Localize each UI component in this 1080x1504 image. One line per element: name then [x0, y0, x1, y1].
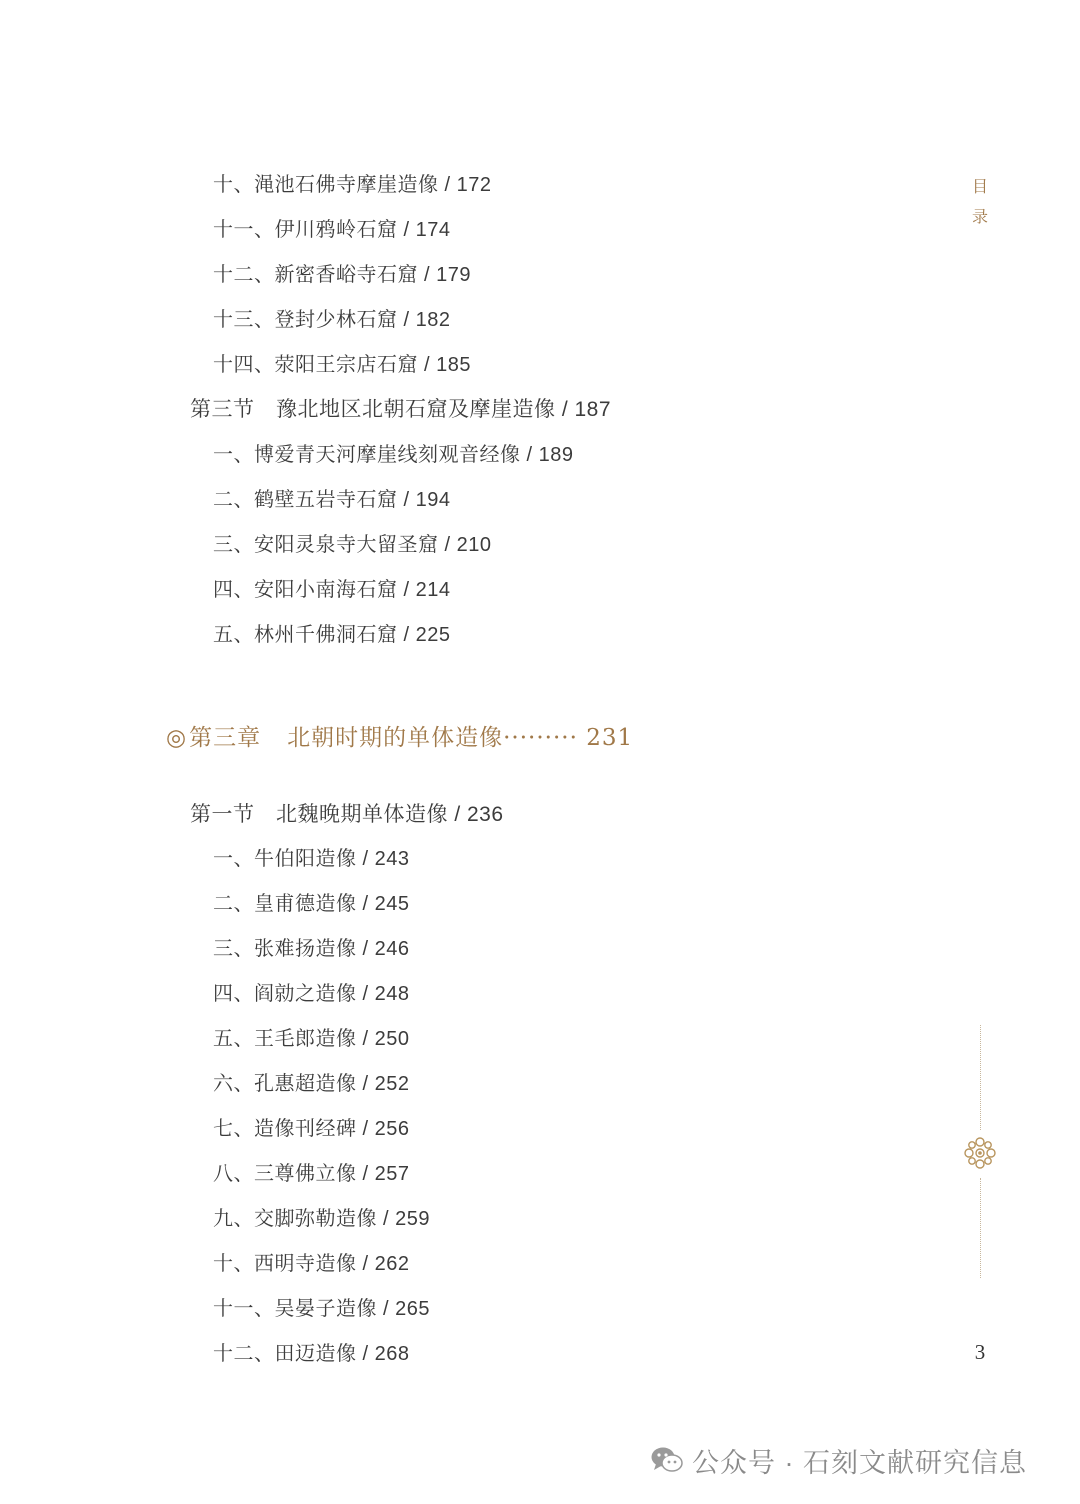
toc-section-heading[interactable]: 第三节 豫北地区北朝石窟及摩崖造像 / 187	[190, 398, 612, 421]
toc-entry[interactable]: 十四、荥阳王宗店石窟 / 185	[213, 354, 472, 376]
toc-entry[interactable]: 十二、新密香峪寺石窟 / 179	[213, 264, 472, 286]
toc-entry[interactable]: 九、交脚弥勒造像 / 259	[213, 1208, 431, 1230]
toc-entry[interactable]: 十一、伊川鸦岭石窟 / 174	[213, 219, 451, 241]
toc-entry[interactable]: 十、西明寺造像 / 262	[213, 1253, 410, 1275]
toc-entry[interactable]: 十三、登封少林石窟 / 182	[213, 309, 451, 331]
margin-dotted-rule	[980, 1178, 981, 1278]
toc-entry[interactable]: 七、造像刊经碑 / 256	[213, 1118, 410, 1140]
chapter-number: 第三章	[189, 725, 262, 751]
toc-entry[interactable]: 三、张难扬造像 / 246	[213, 938, 410, 960]
chapter-title: 北朝时期的单体造像	[287, 725, 504, 751]
toc-entry[interactable]: 一、博爱青天河摩崖线刻观音经像 / 189	[213, 444, 574, 466]
toc-entry[interactable]: 八、三尊佛立像 / 257	[213, 1163, 410, 1185]
running-header-label	[970, 172, 990, 232]
toc-entry[interactable]: 十二、田迈造像 / 268	[213, 1343, 410, 1365]
running-header-char: 录	[971, 207, 988, 226]
toc-section-heading[interactable]: 第一节 北魏晚期单体造像 / 236	[190, 803, 504, 826]
chapter-page-number: 231	[586, 725, 634, 751]
chapter-leader-dots: ·········	[503, 725, 578, 751]
chapter-heading[interactable]	[166, 722, 633, 754]
toc-entry[interactable]: 四、阎勍之造像 / 248	[213, 983, 410, 1005]
chapter-bullet-icon: ◎	[166, 725, 188, 751]
toc-entry[interactable]: 五、林州千佛洞石窟 / 225	[213, 624, 451, 646]
toc-entry[interactable]: 一、牛伯阳造像 / 243	[213, 848, 410, 870]
margin-dotted-rule	[980, 1025, 981, 1130]
toc-entry[interactable]: 二、鹤壁五岩寺石窟 / 194	[213, 489, 451, 511]
toc-entry[interactable]: 二、皇甫德造像 / 245	[213, 893, 410, 915]
watermark-text: 公众号 · 石刻文献研究信息	[692, 1447, 1027, 1478]
watermark	[650, 1440, 1027, 1480]
running-header-char: 目	[971, 177, 988, 196]
page-number: 3	[974, 1340, 986, 1364]
toc-entry[interactable]: 四、安阳小南海石窟 / 214	[213, 579, 451, 601]
toc-entry[interactable]: 十一、吴晏子造像 / 265	[213, 1298, 431, 1320]
toc-entry[interactable]: 五、王毛郎造像 / 250	[213, 1028, 410, 1050]
floral-ornament-icon	[962, 1135, 998, 1171]
toc-entry[interactable]: 六、孔惠超造像 / 252	[213, 1073, 410, 1095]
wechat-icon	[650, 1445, 684, 1475]
toc-entry[interactable]: 三、安阳灵泉寺大留圣窟 / 210	[213, 534, 492, 556]
toc-entry[interactable]: 十、渑池石佛寺摩崖造像 / 172	[213, 174, 492, 196]
